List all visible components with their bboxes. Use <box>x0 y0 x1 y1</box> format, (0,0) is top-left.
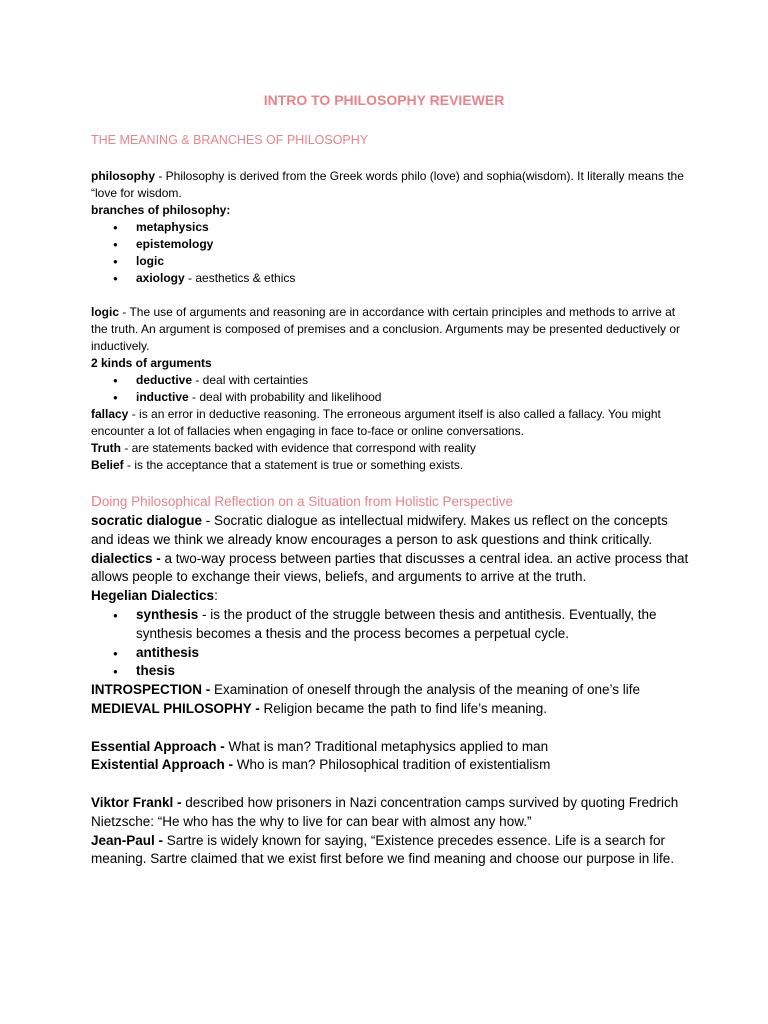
term-fallacy: fallacy <box>91 407 129 421</box>
section-heading-philosophical-reflection <box>91 493 513 510</box>
term-existential-approach: Existential Approach - <box>91 757 234 773</box>
argument-term: inductive <box>136 390 189 404</box>
branch-desc: - aesthetics & ethics <box>184 271 296 285</box>
list-item <box>91 644 691 663</box>
term-essential-approach: Essential Approach - <box>91 738 225 754</box>
belief-definition <box>91 457 691 474</box>
arguments-heading-text: 2 kinds of arguments <box>91 356 212 370</box>
term-hegelian: Hegelian Dialectics <box>91 588 215 604</box>
term-jean-paul: Jean-Paul - <box>91 832 164 848</box>
logic-definition <box>91 304 691 355</box>
logic-def-text: - The use of arguments and reasoning are in accordance with certain principles and methods to arrive at the truth. An argument is composed of premises and a conclusion. Arguments may be presented deductively or inductively. <box>91 305 680 353</box>
list-item <box>91 372 691 389</box>
branch-term: axiology <box>136 271 185 285</box>
list-item <box>91 253 691 270</box>
branches-list <box>91 219 691 287</box>
frankl-def-text: described how prisoners in Nazi concentration camps survived by quoting Fredrich Nietzsche: “He who has the why to live for can bear with almost any how.” <box>91 794 679 829</box>
branches-heading-text: branches of philosophy: <box>91 203 231 217</box>
hegelian-term: synthesis <box>136 606 199 622</box>
introspection-def-text: Examination of oneself through the analysis of the meaning of one’s life <box>210 682 641 698</box>
fallacy-def-text: - is an error in deductive reasoning. The erroneous argument itself is also called a fallacy. You might encounter a lot of fallacies when engaging in face to-face or online conversations. <box>91 407 661 438</box>
dialectics-def-text: a two-way process between parties that discusses a central idea. an active process that allows people to exchange their views, beliefs, and arguments to arrive at the truth. <box>91 550 689 585</box>
section1-body <box>91 168 691 474</box>
essential-approach <box>91 738 691 757</box>
existential-def-text: Who is man? Philosophical tradition of existentialism <box>233 757 551 773</box>
branch-term: epistemology <box>136 237 214 251</box>
truth-definition <box>91 440 691 457</box>
term-socratic-dialogue: socratic dialogue <box>91 513 203 528</box>
document-title: INTRO TO PHILOSOPHY REVIEWER <box>263 92 505 108</box>
term-logic: logic <box>91 305 120 319</box>
argument-desc: - deal with certainties <box>192 373 309 387</box>
belief-def-text: - is the acceptance that a statement is true or something exists. <box>123 458 464 472</box>
existential-approach <box>91 756 691 775</box>
argument-desc: - deal with probability and likelihood <box>188 390 382 404</box>
dialectics-definition <box>91 550 691 588</box>
arguments-heading <box>91 355 691 372</box>
arguments-list <box>91 372 691 406</box>
term-introspection: INTROSPECTION - <box>91 682 211 698</box>
term-viktor-frankl: Viktor Frankl - <box>91 794 182 810</box>
branch-term: metaphysics <box>136 220 209 234</box>
hegelian-term: antithesis <box>136 644 200 660</box>
medieval-definition <box>91 700 691 719</box>
heading-rest: oing Philosophical Reflection on a Situation from Holistic Perspective <box>101 494 514 509</box>
term-truth: Truth <box>91 441 121 455</box>
hegelian-desc: - is the product of the struggle between thesis and antithesis. Eventually, the synthesis becomes a thesis and the process becomes a perpetual cycle. <box>136 606 657 641</box>
section2-body <box>91 512 691 869</box>
list-item <box>91 236 691 253</box>
hegelian-colon: : <box>214 588 218 604</box>
essential-def-text: What is man? Traditional metaphysics applied to man <box>224 738 549 754</box>
term-medieval-philosophy: MEDIEVAL PHILOSOPHY - <box>91 700 260 716</box>
jeanpaul-def-text: Sartre is widely known for saying, “Existence precedes essence. Life is a search for meaning. Sartre claimed that we exist first before we find meaning and choose our purpose in life. <box>91 832 675 867</box>
hegelian-list <box>91 606 691 681</box>
jeanpaul-entry <box>91 832 691 870</box>
list-item <box>91 389 691 406</box>
section-heading-meaning-branches: THE MEANING & BRANCHES OF PHILOSOPHY <box>91 133 369 147</box>
socratic-def-text: - Socratic dialogue as intellectual midwifery. Makes us reflect on the concepts and ideas we think we already know encourages a person to ask questions and think critically. <box>91 513 668 547</box>
term-philosophy: philosophy <box>91 169 155 183</box>
socratic-definition <box>91 512 691 550</box>
fallacy-definition <box>91 406 691 440</box>
hegelian-term: thesis <box>136 663 176 679</box>
argument-term: deductive <box>136 373 193 387</box>
list-item <box>91 606 691 644</box>
medieval-def-text: Religion became the path to find life’s meaning. <box>259 700 547 716</box>
branch-term: logic <box>136 254 165 268</box>
term-dialectics: dialectics - <box>91 550 161 566</box>
frankl-entry <box>91 794 691 832</box>
philosophy-def-text: - Philosophy is derived from the Greek words philo (love) and sophia(wisdom). It literally means the “love for wisdom. <box>91 169 684 200</box>
branches-heading <box>91 202 691 219</box>
heading-initial: D <box>91 493 102 510</box>
term-belief: Belief <box>91 458 124 472</box>
truth-def-text: - are statements backed with evidence that correspond with reality <box>121 441 476 455</box>
list-item <box>91 270 691 287</box>
philosophy-definition <box>91 168 691 202</box>
hegelian-heading <box>91 587 691 606</box>
list-item <box>91 662 691 681</box>
list-item <box>91 219 691 236</box>
introspection-definition <box>91 681 691 700</box>
